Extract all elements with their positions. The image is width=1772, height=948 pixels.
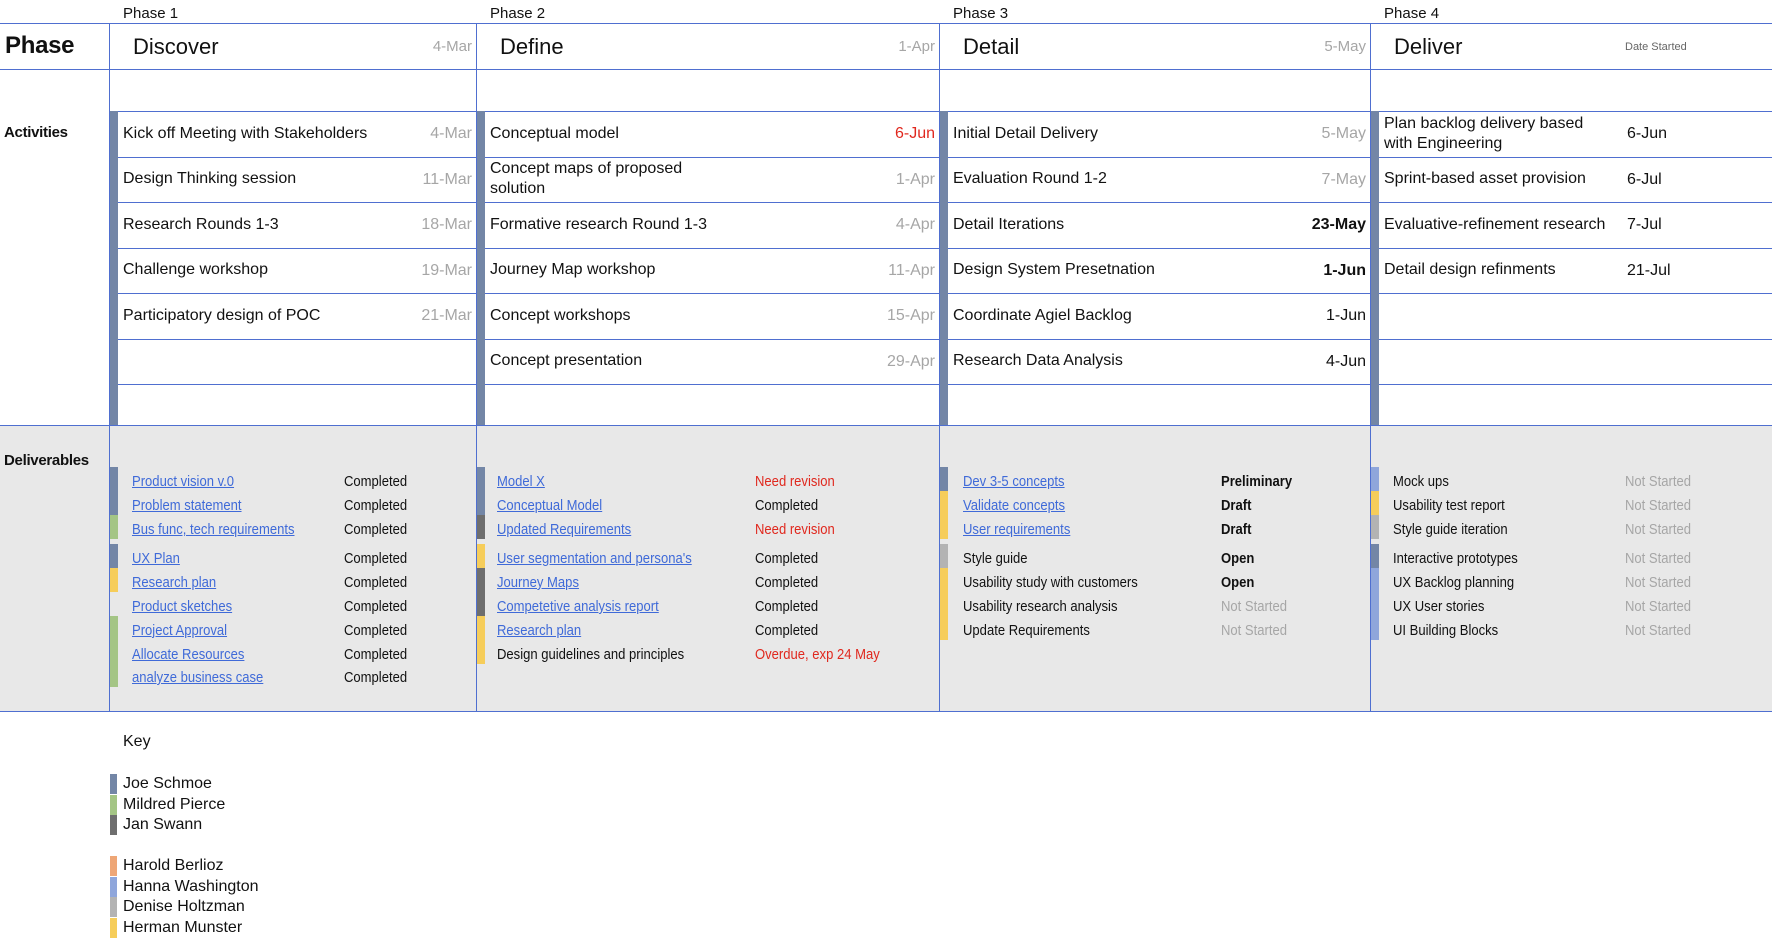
activity-date: 4-Apr [895, 216, 935, 233]
grid-line [0, 711, 1772, 712]
deliverable-owner-bar [940, 544, 948, 568]
phase-label-3: Phase 3 [953, 5, 1009, 22]
deliverable-name[interactable]: Problem statement [132, 498, 242, 514]
activity-owner-bar [940, 111, 948, 425]
deliverable-owner-bar [1371, 568, 1379, 592]
deliverable-status: Completed [344, 670, 408, 686]
deliverable-name: Usability research analysis [963, 599, 1118, 615]
deliverable-owner-bar [477, 544, 485, 568]
activity-date: 21-Jul [1627, 261, 1671, 279]
key-item: Jan Swann [123, 816, 203, 833]
deliverable-name[interactable]: Bus func, tech requirements [132, 522, 295, 538]
activity-owner-bar [477, 111, 485, 425]
row-header-activities: Activities [4, 124, 68, 141]
row-header-deliverables: Deliverables [4, 452, 89, 469]
activity-owner-bar [110, 111, 118, 425]
deliverable-name: Style guide iteration [1393, 522, 1508, 538]
deliverable-owner-bar [110, 568, 118, 592]
deliverable-status: Not Started [1625, 551, 1692, 567]
deliverable-owner-bar [110, 467, 118, 491]
deliverable-status: Not Started [1625, 599, 1692, 615]
activity-text: Concept maps of proposed solution [490, 160, 683, 198]
deliverable-name: UX Backlog planning [1393, 575, 1515, 591]
deliverable-status: Completed [755, 599, 819, 615]
activity-date: 19-Mar [421, 261, 472, 279]
deliverable-name[interactable]: Project Approval [132, 623, 228, 639]
activity-date: 7-May [1321, 170, 1366, 188]
activity-date: 4-Mar [430, 125, 472, 142]
deliverable-status: Completed [755, 498, 819, 514]
deliverable-name[interactable]: Research plan [497, 623, 582, 639]
key-item: Harold Berlioz [123, 857, 224, 874]
deliverable-owner-bar [940, 616, 948, 640]
key-swatch [110, 856, 117, 876]
deliverable-name: Mock ups [1393, 474, 1449, 490]
deliverable-owner-bar [477, 592, 485, 616]
deliverable-name: Style guide [963, 551, 1028, 567]
deliverable-owner-bar [477, 491, 485, 515]
activity-date: 6-Jul [1627, 170, 1662, 188]
grid-line [0, 425, 1772, 426]
activity-text: Detail Iterations [953, 215, 1065, 233]
phase-title-2: Define [500, 34, 564, 59]
activity-text: Detail design refinments [1384, 261, 1556, 279]
key-item: Denise Holtzman [123, 898, 245, 915]
deliverable-name[interactable]: Model X [497, 474, 545, 490]
deliverable-status: Preliminary [1221, 474, 1293, 490]
deliverable-owner-bar [940, 467, 948, 491]
date-started-label: Date Started [1625, 41, 1687, 53]
deliverable-status: Completed [344, 474, 408, 490]
deliverable-name[interactable]: analyze business case [132, 670, 264, 686]
deliverable-name[interactable]: Journey Maps [497, 575, 579, 591]
activity-text: Design System Presetnation [953, 261, 1155, 279]
deliverable-name[interactable]: Allocate Resources [132, 647, 245, 663]
deliverable-status: Need revision [755, 522, 835, 538]
deliverable-name: UX User stories [1393, 599, 1485, 615]
phase-title-4: Deliver [1394, 34, 1463, 59]
deliverable-owner-bar [1371, 592, 1379, 616]
deliverable-owner-bar [1371, 491, 1379, 515]
activity-text: Coordinate Agiel Backlog [953, 306, 1132, 324]
phase-date-2: 1-Apr [898, 38, 935, 55]
grid-line [0, 23, 1772, 24]
activity-text: Participatory design of POC [123, 306, 321, 324]
activity-date: 18-Mar [421, 216, 472, 233]
key-item: Mildred Pierce [123, 796, 226, 813]
activity-date: 4-Jun [1325, 352, 1366, 370]
deliverable-owner-bar [940, 491, 948, 515]
activity-owner-bar [1371, 111, 1379, 425]
deliverable-name[interactable]: Conceptual Model [497, 498, 603, 514]
activity-date: 5-May [1321, 125, 1366, 142]
phase-title-3: Detail [963, 34, 1020, 59]
deliverable-name: Usability test report [1393, 498, 1505, 514]
deliverable-name[interactable]: Validate concepts [963, 498, 1066, 514]
activity-date: 1-Jun [1323, 261, 1366, 279]
activity-date: 1-Apr [895, 170, 935, 188]
deliverable-name: Update Requirements [963, 623, 1090, 639]
activity-date: 21-Mar [421, 307, 472, 324]
deliverable-status: Completed [755, 551, 819, 567]
phase-label-2: Phase 2 [490, 5, 546, 22]
key-item: Hanna Washington [123, 878, 259, 895]
deliverable-status: Overdue, exp 24 May [755, 647, 880, 663]
deliverable-status: Completed [344, 647, 408, 663]
row-header-phase: Phase [5, 32, 75, 59]
activity-date: 29-Apr [886, 352, 935, 370]
deliverable-status: Completed [755, 623, 819, 639]
deliverable-name: Usability study with customers [963, 575, 1138, 591]
activity-text: Formative research Round 1-3 [490, 215, 707, 233]
activity-date: 15-Apr [886, 307, 935, 324]
activity-text: Design Thinking session [123, 170, 297, 188]
deliverable-name[interactable]: Research plan [132, 575, 217, 591]
activity-date: 23-May [1311, 216, 1366, 233]
deliverable-owner-bar [940, 515, 948, 539]
deliverable-owner-bar [110, 544, 118, 568]
activity-text: Evaluation Round 1-2 [953, 170, 1107, 188]
activity-date: 6-Jun [1627, 125, 1668, 142]
deliverable-name[interactable]: UX Plan [132, 551, 180, 567]
activity-text: Initial Detail Delivery [953, 124, 1098, 142]
deliverable-owner-bar [110, 515, 118, 539]
deliverable-name: UI Building Blocks [1393, 623, 1499, 639]
deliverable-owner-bar [1371, 515, 1379, 539]
phase-title-1: Discover [133, 34, 219, 59]
activity-text: Journey Map workshop [490, 261, 656, 279]
deliverable-name[interactable]: Product vision v.0 [132, 474, 235, 490]
deliverable-name[interactable]: User segmentation and persona's [497, 551, 692, 567]
deliverable-name[interactable]: Updated Requirements [497, 522, 632, 538]
deliverable-owner-bar [110, 640, 118, 664]
deliverable-owner-bar [477, 568, 485, 592]
activity-date: 6-Jun [894, 125, 935, 142]
deliverable-owner-bar [110, 616, 118, 640]
deliverable-status: Not Started [1625, 522, 1692, 538]
activity-text: Research Data Analysis [953, 352, 1123, 370]
deliverable-status: Open [1221, 575, 1255, 591]
grid-line [0, 69, 1772, 70]
deliverable-name: Interactive prototypes [1393, 551, 1518, 567]
activity-text: Challenge workshop [123, 261, 268, 279]
key-swatch [110, 815, 117, 835]
key-swatch [110, 897, 117, 917]
deliverable-status: Need revision [755, 474, 835, 490]
deliverable-owner-bar [940, 568, 948, 592]
deliverable-name[interactable]: Competetive analysis report [497, 599, 659, 615]
key-swatch [110, 774, 117, 794]
activity-text: Conceptual model [490, 124, 619, 142]
deliverable-owner-bar [477, 467, 485, 491]
deliverable-owner-bar [110, 663, 118, 687]
deliverable-name[interactable]: User requirements [963, 522, 1071, 538]
key-swatch [110, 795, 117, 815]
deliverable-status: Completed [344, 623, 408, 639]
deliverable-status: Draft [1221, 522, 1252, 538]
key-item: Herman Munster [123, 919, 243, 936]
key-item: Joe Schmoe [123, 775, 212, 792]
deliverable-status: Not Started [1625, 474, 1692, 490]
deliverable-owner-bar [1371, 544, 1379, 568]
deliverable-status: Draft [1221, 498, 1252, 514]
phase-date-3: 5-May [1324, 38, 1366, 55]
deliverable-name: Design guidelines and principles [497, 647, 685, 663]
key-swatch [110, 918, 117, 938]
activity-date: 11-Mar [422, 170, 472, 188]
activity-text: Concept presentation [490, 352, 643, 370]
activity-text: Plan backlog delivery based with Engineering [1384, 114, 1584, 152]
deliverable-status: Completed [344, 551, 408, 567]
deliverable-status: Not Started [1625, 623, 1692, 639]
deliverable-status: Not Started [1625, 498, 1692, 514]
activity-text: Evaluative-refinement research [1384, 215, 1606, 233]
activity-text: Kick off Meeting with Stakeholders [123, 124, 368, 142]
deliverable-owner-bar [477, 515, 485, 539]
deliverable-owner-bar [1371, 616, 1379, 640]
activity-text: Research Rounds 1-3 [123, 215, 279, 233]
deliverable-owner-bar [940, 592, 948, 616]
deliverable-status: Not Started [1221, 623, 1288, 639]
deliverable-status: Completed [344, 599, 408, 615]
deliverable-owner-bar [1371, 467, 1379, 491]
activity-text: Concept workshops [490, 306, 631, 324]
deliverable-name[interactable]: Dev 3-5 concepts [963, 474, 1065, 490]
activity-date: 1-Jun [1325, 307, 1366, 324]
deliverable-status: Not Started [1221, 599, 1288, 615]
activity-text: Sprint-based asset provision [1384, 170, 1586, 188]
activity-date: 11-Apr [888, 261, 935, 279]
deliverable-status: Open [1221, 551, 1255, 567]
deliverable-status: Not Started [1625, 575, 1692, 591]
deliverable-owner-bar [477, 640, 485, 664]
deliverable-status: Completed [344, 575, 408, 591]
phase-label-4: Phase 4 [1384, 5, 1440, 22]
deliverable-name[interactable]: Product sketches [132, 599, 233, 615]
deliverable-status: Completed [755, 575, 819, 591]
key-title: Key [123, 733, 151, 750]
deliverable-owner-bar [477, 616, 485, 640]
deliverables-band [0, 426, 1772, 711]
activity-date: 7-Jul [1627, 216, 1662, 233]
deliverable-owner-bar [110, 491, 118, 515]
deliverable-status: Completed [344, 522, 408, 538]
key-swatch [110, 877, 117, 897]
phase-date-1: 4-Mar [432, 38, 472, 55]
deliverable-status: Completed [344, 498, 408, 514]
phase-label-1: Phase 1 [123, 5, 179, 22]
